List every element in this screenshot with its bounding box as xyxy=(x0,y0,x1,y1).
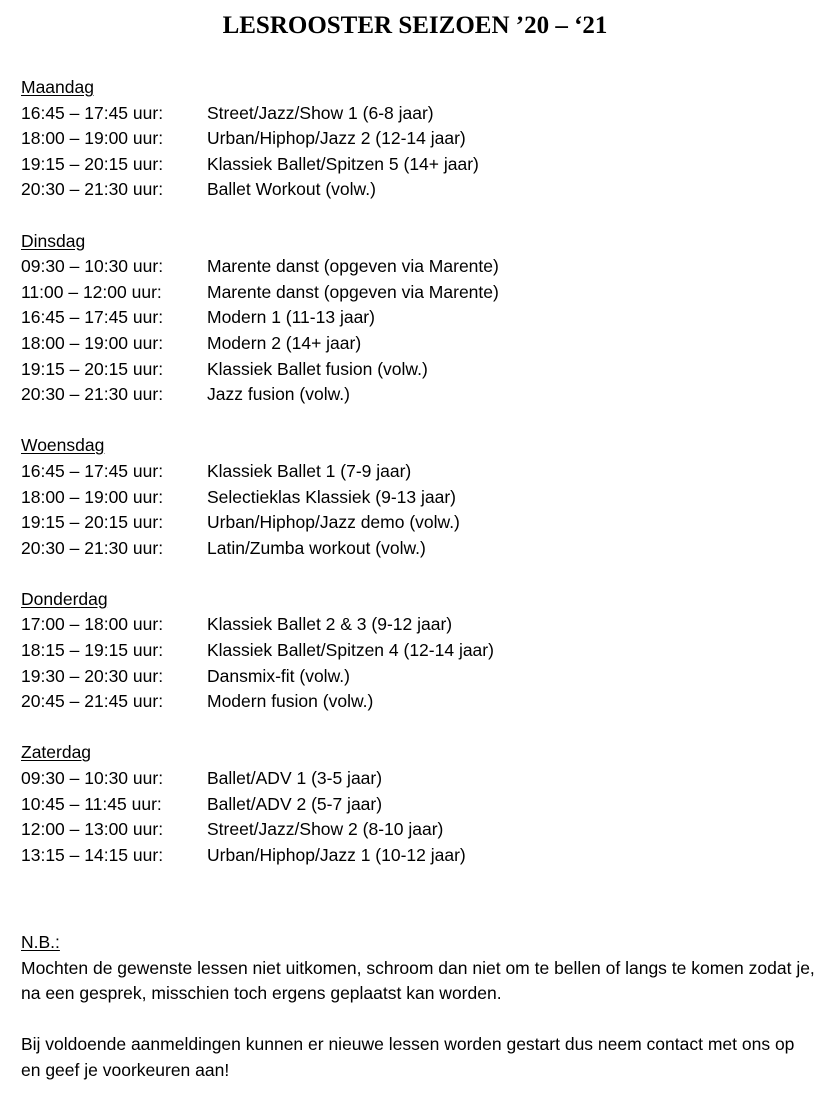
lesson-time: 11:00 – 12:00 uur: xyxy=(21,281,162,302)
lesson-name: Selectieklas Klassiek (9-13 jaar) xyxy=(207,486,456,507)
day-block-maandag xyxy=(21,75,830,203)
lesson-name: Klassiek Ballet 2 & 3 (9-12 jaar) xyxy=(207,614,453,635)
lesson-time: 20:45 – 21:45 uur: xyxy=(21,691,164,712)
lesson-name: Modern 2 (14+ jaar) xyxy=(207,332,362,353)
lesson-row xyxy=(21,177,830,203)
lesson-name: Dansmix-fit (volw.) xyxy=(207,665,350,686)
lesson-row xyxy=(21,536,830,562)
lesson-time: 09:30 – 10:30 uur: xyxy=(21,768,164,789)
lesson-name: Klassiek Ballet/Spitzen 5 (14+ jaar) xyxy=(207,153,479,174)
lesson-row xyxy=(21,254,830,280)
lesson-row xyxy=(21,126,830,152)
lesson-row xyxy=(21,357,830,383)
note-paragraph-1: Mochten de gewenste lessen niet uitkomen, schroom dan niet om te bellen of langs te komen zodat je, na een gesprek, misschien toch ergens geplaatst kan worden. xyxy=(21,957,815,1004)
lesson-row xyxy=(21,664,830,690)
lesson-time: 10:45 – 11:45 uur: xyxy=(21,793,162,814)
lesson-name: Ballet/ADV 2 (5-7 jaar) xyxy=(207,793,383,814)
note-section xyxy=(21,930,816,1084)
lesson-name: Klassiek Ballet 1 (7-9 jaar) xyxy=(207,460,412,481)
lesson-time: 18:00 – 19:00 uur: xyxy=(21,332,164,353)
day-heading: Maandag xyxy=(21,77,94,97)
lesson-name: Urban/Hiphop/Jazz 2 (12-14 jaar) xyxy=(207,128,466,149)
lesson-name: Ballet Workout (volw.) xyxy=(207,179,376,200)
day-heading: Dinsdag xyxy=(21,230,86,251)
lesson-time: 20:30 – 21:30 uur: xyxy=(21,537,164,558)
lesson-row xyxy=(21,280,830,306)
lesson-name: Urban/Hiphop/Jazz demo (volw.) xyxy=(207,512,460,533)
lesson-row xyxy=(21,485,830,511)
lesson-row xyxy=(21,510,830,536)
day-heading: Zaterdag xyxy=(21,742,92,763)
lesson-name: Street/Jazz/Show 2 (8-10 jaar) xyxy=(207,819,444,840)
note-heading: N.B.: xyxy=(21,932,60,952)
lesson-row xyxy=(21,817,830,843)
lesson-row xyxy=(21,766,830,792)
lesson-name: Marente danst (opgeven via Marente) xyxy=(207,256,499,277)
lesson-time: 19:30 – 20:30 uur: xyxy=(21,665,164,686)
day-heading: Woensdag xyxy=(21,435,105,456)
lesson-row xyxy=(21,305,830,331)
lesson-time: 19:15 – 20:15 uur: xyxy=(21,512,164,533)
lesson-time: 16:45 – 17:45 uur: xyxy=(21,307,164,328)
lesson-name: Ballet/ADV 1 (3-5 jaar) xyxy=(207,768,383,789)
lesson-time: 17:00 – 18:00 uur: xyxy=(21,614,164,635)
schedule xyxy=(21,75,830,868)
lesson-row xyxy=(21,843,830,869)
lesson-row xyxy=(21,152,830,178)
lesson-time: 13:15 – 14:15 uur: xyxy=(21,844,164,865)
lesson-row xyxy=(21,792,830,818)
lesson-time: 18:15 – 19:15 uur: xyxy=(21,640,164,661)
lesson-time: 20:30 – 21:30 uur: xyxy=(21,179,164,200)
lesson-time: 19:15 – 20:15 uur: xyxy=(21,358,164,379)
day-heading: Donderdag xyxy=(21,588,108,609)
lesson-name: Modern 1 (11-13 jaar) xyxy=(207,307,375,328)
lesson-time: 18:00 – 19:00 uur: xyxy=(21,128,164,149)
lesson-time: 09:30 – 10:30 uur: xyxy=(21,256,164,277)
day-block-dinsdag xyxy=(21,229,830,408)
lesson-row xyxy=(21,689,830,715)
lesson-name: Marente danst (opgeven via Marente) xyxy=(207,281,499,302)
lesson-row xyxy=(21,459,830,485)
lesson-time: 18:00 – 19:00 uur: xyxy=(21,486,164,507)
day-block-woensdag xyxy=(21,433,830,561)
lesson-row xyxy=(21,638,830,664)
lesson-name: Urban/Hiphop/Jazz 1 (10-12 jaar) xyxy=(207,844,466,865)
lesson-row xyxy=(21,382,830,408)
day-block-donderdag xyxy=(21,587,830,715)
lesson-time: 20:30 – 21:30 uur: xyxy=(21,384,164,405)
lesson-name: Klassiek Ballet fusion (volw.) xyxy=(207,358,428,379)
lesson-time: 19:15 – 20:15 uur: xyxy=(21,153,164,174)
lesson-time: 12:00 – 13:00 uur: xyxy=(21,819,164,840)
lesson-name: Jazz fusion (volw.) xyxy=(207,384,350,405)
lesson-name: Latin/Zumba workout (volw.) xyxy=(207,537,426,558)
lesson-name: Klassiek Ballet/Spitzen 4 (12-14 jaar) xyxy=(207,640,494,661)
day-block-zaterdag xyxy=(21,740,830,868)
lesson-row xyxy=(21,101,830,127)
lesson-name: Modern fusion (volw.) xyxy=(207,691,374,712)
note-paragraph-2: Bij voldoende aanmeldingen kunnen er nieuwe lessen worden gestart dus neem contact met ons op en geef je voorkeuren aan! xyxy=(21,1034,795,1080)
lesson-row xyxy=(21,612,830,638)
lesson-row xyxy=(21,331,830,357)
lesson-time: 16:45 – 17:45 uur: xyxy=(21,460,164,481)
page-title: LESROOSTER SEIZOEN ’20 – ‘21 xyxy=(222,12,608,39)
lesson-time: 16:45 – 17:45 uur: xyxy=(21,102,164,123)
lesson-name: Street/Jazz/Show 1 (6-8 jaar) xyxy=(207,102,434,123)
